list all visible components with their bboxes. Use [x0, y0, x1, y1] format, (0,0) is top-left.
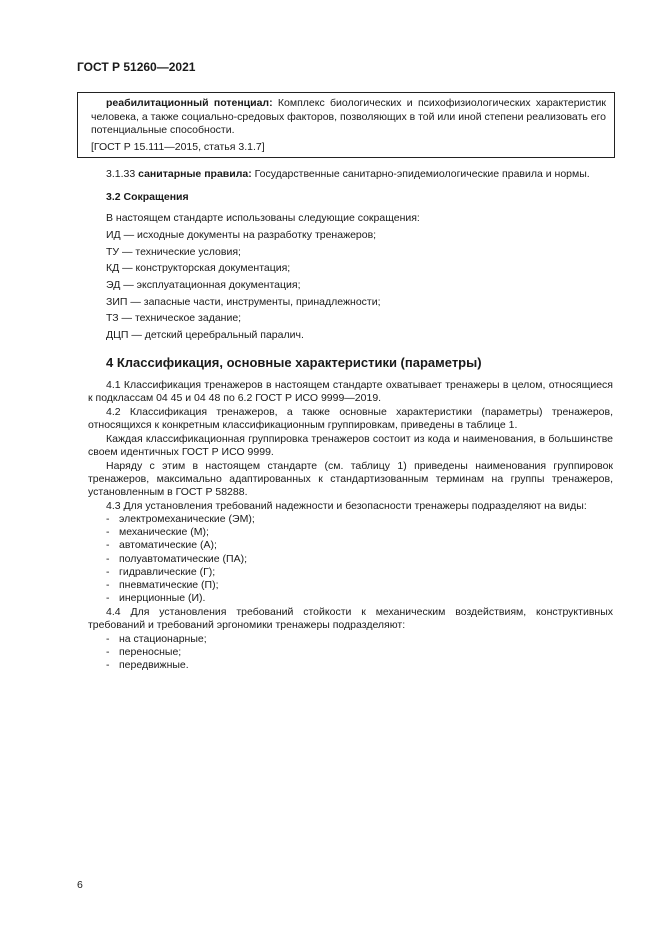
list-dash: - [106, 513, 110, 525]
list-dash: - [106, 552, 110, 565]
paragraph-text: 4.4 Для установления требований стойкости к механическим воздействиям, конструктивных требований и требований эргономики тренажеры подразделяют: [88, 606, 613, 632]
list-item [106, 566, 255, 579]
abbrev-item: ИД — исходные документы на разработку тренажеров; [106, 229, 377, 241]
term-definition [91, 97, 606, 138]
list-item-text: полуавтоматические (ПА); [119, 552, 248, 565]
paragraph-4-4 [88, 606, 613, 632]
paragraph-4-2 [88, 406, 613, 432]
abbrev-item: ДЦП — детский церебральный паралич. [106, 329, 304, 341]
list-dash: - [106, 646, 110, 659]
list-item [106, 646, 207, 659]
list-item [106, 513, 255, 526]
term-number: 3.1.33 [106, 168, 139, 180]
paragraph-text: 4.2 Классификация тренажеров, а также основные характеристики (параметры) тренажеров, относящихся к конкретным классификационным группировкам, приведены в таблице 1. [88, 406, 613, 432]
list-item-text: механические (М); [119, 526, 209, 539]
abbrev-item: ЭД — эксплуатационная документация; [106, 279, 301, 291]
term-text: Государственные санитарно-эпидемиологические правила и нормы. [251, 168, 590, 180]
list-4-3 [106, 513, 255, 605]
list-item-text: гидравлические (Г); [119, 565, 216, 578]
list-dash: - [106, 539, 110, 552]
abbrev-item: КД — конструкторская документация; [106, 262, 291, 274]
list-item-text: электромеханические (ЭМ); [119, 513, 255, 525]
list-dash: - [106, 526, 110, 539]
term-3-1-33 [106, 168, 590, 181]
term-name: реабилитационный потенциал: [106, 97, 273, 109]
list-item [106, 633, 207, 646]
list-item-text: автоматические (А); [119, 539, 217, 552]
section-3-2-intro: В настоящем стандарте использованы следующие сокращения: [106, 212, 420, 224]
list-item [106, 539, 255, 552]
list-dash: - [106, 633, 110, 645]
section-4-title: 4 Классификация, основные характеристики (параметры) [106, 355, 482, 370]
paragraph-4-2-b [88, 433, 613, 459]
abbrev-item: ЗИП — запасные части, инструменты, принадлежности; [106, 296, 381, 308]
list-item-text: пневматические (П); [119, 578, 219, 591]
document-header: ГОСТ Р 51260—2021 [77, 60, 196, 74]
abbrev-item: ТЗ — техническое задание; [106, 312, 242, 324]
paragraph-text: Каждая классификационная группировка тренажеров состоит из кода и наименования, в большинстве своем идентичных ГОСТ Р ИСО 9999. [88, 433, 613, 459]
list-item-text: инерционные (И). [119, 592, 206, 605]
term-name: санитарные правила: [138, 168, 252, 180]
paragraph-text: 4.3 Для установления требований надежности и безопасности тренажеры подразделяют на виды: [106, 500, 587, 512]
paragraph-4-3 [88, 500, 613, 513]
list-dash: - [106, 565, 110, 578]
paragraph-4-2-c [88, 460, 613, 500]
list-dash: - [106, 578, 110, 591]
list-item-text: передвижные. [119, 659, 189, 672]
list-item [106, 592, 255, 605]
section-3-2-title: 3.2 Сокращения [106, 191, 189, 203]
list-dash: - [106, 659, 110, 672]
paragraph-4-1 [88, 379, 613, 405]
list-4-4 [106, 633, 207, 673]
abbrev-item: ТУ — технические условия; [106, 246, 241, 258]
paragraph-text: 4.1 Классификация тренажеров в настоящем стандарте охватывает тренажеры в целом, относящиеся к подклассам 04 45 и 04 48 по 6.2 ГОСТ Р ИСО 9999—2019. [88, 379, 613, 405]
list-item [106, 553, 255, 566]
paragraph-text: Наряду с этим в настоящем стандарте (см. таблицу 1) приведены наименования группировок тренажеров, максимально адаптированных к стандартизованным терминам на группы тренажеров, установленным в ГОСТ Р 58288. [88, 460, 613, 499]
list-item-text: переносные; [119, 646, 182, 659]
list-item [106, 526, 255, 539]
list-item [106, 579, 255, 592]
term-text: Комплекс биологических и психофизиологических характеристик человека, а также социально-средовых факторов, позволяющих в той или иной степени реализовать его потенциальные способности. [91, 97, 606, 137]
list-item-text: на стационарные; [119, 633, 207, 645]
list-dash: - [106, 592, 110, 605]
term-definition-box [77, 92, 615, 158]
term-reference: [ГОСТ Р 15.111—2015, статья 3.1.7] [91, 141, 265, 153]
list-item [106, 659, 207, 672]
page-number: 6 [77, 879, 83, 891]
